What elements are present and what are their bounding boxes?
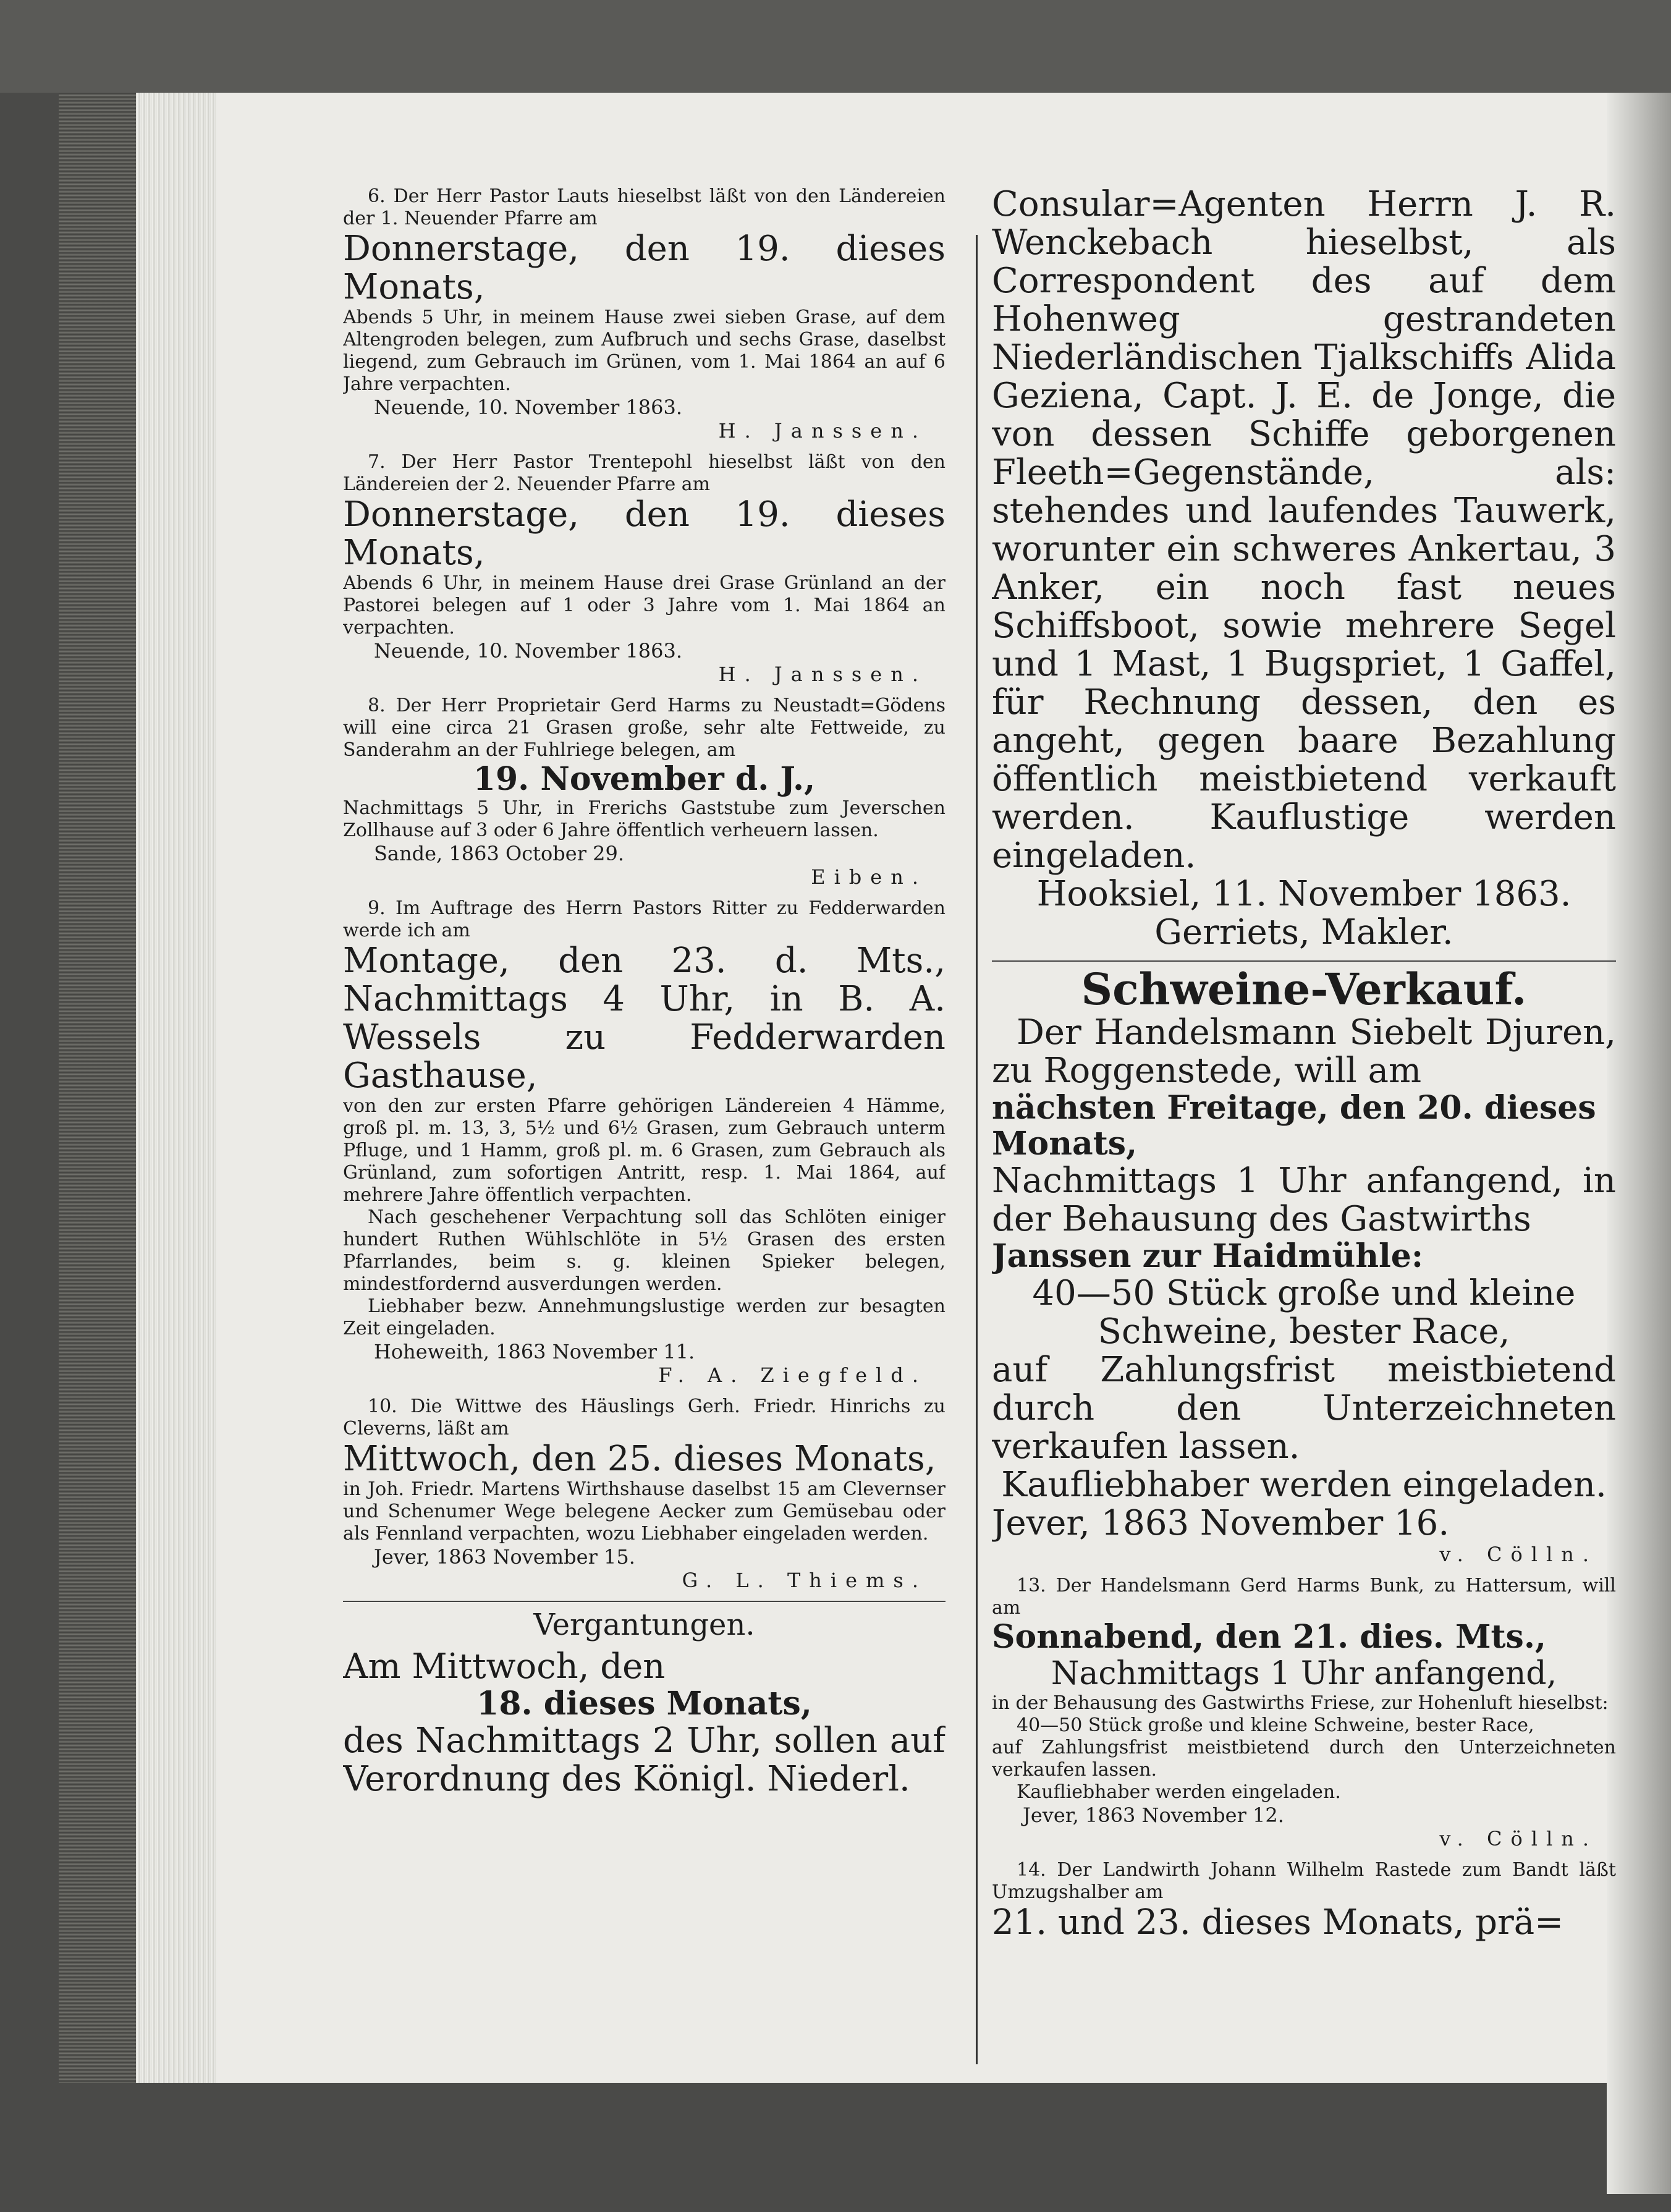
notice-body-4: Kaufliebhaber werden eingeladen. <box>1017 1781 1341 1803</box>
notice-intro: 14. Der Landwirth Johann Wilhelm Rastede zum Bandt läßt Umzugshalber am <box>992 1859 1616 1903</box>
column-divider <box>976 235 978 2064</box>
notice-signature: Gerriets, Makler. <box>1154 912 1453 952</box>
notice-12 <box>992 965 1616 1566</box>
notice-heading: Schweine-Verkauf. <box>1081 964 1527 1015</box>
notice-body: Nachmittags 1 Uhr anfangend, in der Behausung des Gastwirths <box>992 1161 1616 1239</box>
notice-6 <box>343 185 945 443</box>
notice-headline: nächsten Freitage, den 20. dieses Monats, <box>992 1089 1596 1163</box>
notice-signature: H. Janssen. <box>718 419 927 443</box>
notice-body: in der Behausung des Gastwirths Friese, zur Hohenluft hieselbst: <box>992 1692 1609 1714</box>
notice-intro: 10. Die Wittwe des Häuslings Gerh. Friedr. Hinrichs zu Cleverns, läßt am <box>343 1396 945 1439</box>
notice-headline: Donnerstage, den 19. dieses Monats, <box>343 229 945 307</box>
notice-body-2: 40—50 Stück große und kleine Schweine, bester Race, <box>1017 1714 1534 1736</box>
notice-signature: G. L. Thiems. <box>682 1569 927 1592</box>
notice-signature: v. Cölln. <box>1439 1543 1597 1566</box>
vergantung-line-3: des Nachmittags 2 Uhr, sollen auf Verordnung des Königl. Niederl. <box>343 1721 945 1799</box>
notice-14 <box>992 1859 1616 1942</box>
section-divider <box>343 1601 945 1602</box>
notice-8 <box>343 695 945 889</box>
notice-continued <box>992 185 1616 952</box>
vergantung-line-1: Am Mittwoch, den <box>343 1646 666 1687</box>
notice-intro: 7. Der Herr Pastor Trentepohl hieselbst läßt von den Ländereien der 2. Neuender Pfarre am <box>343 451 945 495</box>
notice-date: Neuende, 10. November 1863. <box>374 396 683 419</box>
notice-7 <box>343 451 945 686</box>
notice-body: Nachmittags 5 Uhr, in Frerichs Gaststube zum Jeverschen Zollhause auf 3 oder 6 Jahre öffentlich verheuern lassen. <box>343 797 945 841</box>
notice-body: Abends 5 Uhr, in meinem Hause zwei sieben Grase, auf dem Altengroden belegen, zum Aufbruch und sechs Grase, daselbst liegend, zum Gebrauch im Grünen, vom 1. Mai 1864 an auf 6 Jahre verpachten. <box>343 307 945 395</box>
notice-9 <box>343 897 945 1387</box>
notice-subheadline: Nachmittags 1 Uhr anfangend, <box>1051 1655 1557 1692</box>
section-heading: Vergantungen. <box>533 1608 755 1642</box>
notice-13 <box>992 1575 1616 1850</box>
notice-headline: Montage, den 23. d. Mts., Nachmittags 4 Uhr, in B. A. Wessels zu Fedderwarden Gasthause, <box>343 941 945 1096</box>
notice-date: Hoheweith, 1863 November 11. <box>374 1340 695 1363</box>
notice-headline: Sonnabend, den 21. dies. Mts., <box>992 1618 1547 1656</box>
notice-signature: H. Janssen. <box>718 663 927 686</box>
notice-date: Jever, 1863 November 12. <box>1023 1803 1284 1827</box>
notice-date: Sande, 1863 October 29. <box>374 842 625 865</box>
notice-date: Jever, 1863 November 16. <box>992 1503 1450 1543</box>
notice-intro: 6. Der Herr Pastor Lauts hieselbst läßt von den Ländereien der 1. Neuender Pfarre am <box>343 185 945 229</box>
book-spine <box>59 93 136 2083</box>
notice-intro: 9. Im Auftrage des Herrn Pastors Ritter zu Fedderwarden werde ich am <box>343 897 945 941</box>
page-edges <box>136 93 216 2083</box>
notice-intro: 13. Der Handelsmann Gerd Harms Bunk, zu Hattersum, will am <box>992 1575 1616 1619</box>
notice-divider <box>992 960 1616 962</box>
scan-background <box>0 0 1671 93</box>
vergantung-line-2: 18. dieses Monats, <box>476 1685 812 1723</box>
notice-date: Jever, 1863 November 15. <box>374 1545 635 1569</box>
notice-intro: 8. Der Herr Proprietair Gerd Harms zu Neustadt=Gödens will eine circa 21 Grasen große, sehr alte Fettweide, zu Sanderahm an der Fuhlriege belegen, am <box>343 695 945 761</box>
notice-headline: 19. November d. J., <box>473 760 816 798</box>
notice-headline: Mittwoch, den 25. dieses Monats, <box>343 1439 936 1479</box>
notice-date: Hooksiel, 11. November 1863. <box>1036 874 1572 914</box>
notice-body-3: Liebhaber bezw. Annehmungslustige werden zur besagten Zeit eingeladen. <box>343 1295 945 1339</box>
notice-signature: Eiben. <box>811 865 927 889</box>
notice-headline: 21. und 23. dieses Monats, prä= <box>992 1902 1564 1943</box>
notice-body: Consular=Agenten Herrn J. R. Wenckebach hieselbst, als Correspondent des auf dem Hohenweg gestrandeten Niederländischen Tjalkschiffs Alida Geziena, Capt. J. E. de Jonge, die von dessen Schiffe geborgenen Fleeth=Gegenstände, als: stehendes und laufendes Tauwerk, worunter ein schweres Ankertau, 3 Anker, ein noch fast neues Schiffsboot, sowie mehrere Segel und 1 Mast, 1 Bugspriet, 1 Gaffel, für Rechnung dessen, den es angeht, gegen baare Bezahlung öffentlich meistbietend verkauft werden. Kauflustige werden eingeladen. <box>992 185 1616 876</box>
notice-headline-2: Janssen zur Haidmühle: <box>992 1237 1424 1275</box>
notice-date: Neuende, 10. November 1863. <box>374 639 683 663</box>
notice-body-3: auf Zahlungsfrist meistbietend durch den Unterzeichneten verkaufen lassen. <box>992 1350 1616 1467</box>
notice-headline: Donnerstage, den 19. dieses Monats, <box>343 494 945 573</box>
notice-body: in Joh. Friedr. Martens Wirthshause daselbst 15 am Clevernser und Schenumer Wege belegene Aecker zum Gemüsebau oder als Fennland verpachten, wozu Liebhaber eingeladen werden. <box>343 1478 945 1545</box>
left-column <box>343 185 945 2064</box>
right-column <box>992 185 1616 2064</box>
notice-10 <box>343 1396 945 1592</box>
notice-body-2: 40—50 Stück große und kleine Schweine, bester Race, <box>1032 1273 1576 1352</box>
notice-signature: v. Cölln. <box>1439 1827 1597 1850</box>
notice-intro: Der Handelsmann Siebelt Djuren, zu Roggenstede, will am <box>992 1012 1616 1091</box>
page-right-edge <box>1607 93 1671 2194</box>
notice-body: Abends 6 Uhr, in meinem Hause drei Grase Grünland an der Pastorei belegen auf 1 oder 3 Jahre vom 1. Mai 1864 an verpachten. <box>343 572 945 638</box>
notice-body-2: Nach geschehener Verpachtung soll das Schlöten einiger hundert Ruthen Wühlschlöte in 5½ Grasen des ersten Pfarrlandes, beim s. g. kleinen Spieker belegen, mindestfordernd ausverdungen werden. <box>343 1206 945 1295</box>
notice-body: von den zur ersten Pfarre gehörigen Ländereien 4 Hämme, groß pl. m. 13, 3, 5½ und 6½ Grasen, zum Gebrauch unterm Pfluge, und 1 Hamm, groß pl. m. 6 Grasen, zum Gebrauch als Grünland, zum sofortigen Antritt, resp. 1. Mai 1864, auf mehrere Jahre öffentlich verpachten. <box>343 1095 945 1206</box>
notice-signature: F. A. Ziegfeld. <box>658 1363 927 1387</box>
notice-body-4: Kaufliebhaber werden eingeladen. <box>1001 1465 1607 1505</box>
notice-body-3: auf Zahlungsfrist meistbietend durch den Unterzeichneten verkaufen lassen. <box>992 1737 1616 1781</box>
